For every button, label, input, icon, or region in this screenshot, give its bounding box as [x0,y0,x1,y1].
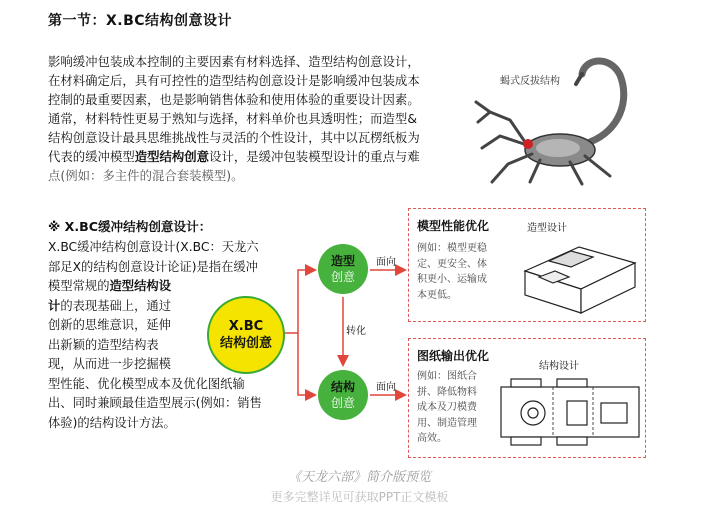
intro-line: 代表的缓冲模型造型结构创意设计，是缓冲包装模型设计的重点与难 [48,149,420,164]
desc-line: 现，从而进一步挖掘模 [48,357,171,371]
xbc-heading: ※ X.BC缓冲结构创意设计： [48,219,212,234]
box1-title: 模型性能优化 [417,219,490,233]
desc-line: 部足X的结构创意设计论证)是指在缓冲 [48,259,258,274]
intro-line: 通常，材料特性更易于熟知与选择，材料单价也具透明性；而造型& [48,111,417,126]
arrow-main-to-bottom [298,333,314,395]
desc-line: 模型常规的造型结构设 [48,279,171,293]
desc-line: 计的表现基础上，通过 [48,298,171,313]
box2-title: 图纸输出优化 [417,349,490,363]
desc-line: 体验)的结构设计方法。 [48,415,176,430]
photo-label: 蝎式反拔结构 [500,76,560,87]
arrow-label-top: 面向 [376,257,396,268]
intro-line: 控制的最重要因素，也是影响销售体验和使用体验的重要设计因素。 [48,92,420,107]
intro-line: 影响缓冲包装成本控制的主要因素有材料选择、造型结构创意设计， [48,54,420,69]
desc-line: X.BC缓冲结构创意设计(X.BC：天龙六 [48,240,259,254]
structure-creative-circle: 结构 创意 [318,370,368,420]
shape-creative-circle: 造型 创意 [318,244,368,294]
shape-design-figure [519,233,641,317]
desc-line: 出、同时兼顾最佳造型展示(例如：销售 [48,396,262,410]
section-title: 第一节：X.BC结构创意设计 [48,13,233,29]
intro-line: 在材料确定后，具有可控性的造型结构创意设计是影响缓冲包装成本 [48,73,420,88]
box2-text: 例如：图纸合 拼、降低物料 成本及刀模费 用、制造管理 高效。 [417,371,477,444]
desc-line: 出新颖的造型结构表 [48,337,159,352]
desc-line: 创新的思维意识，延伸 [48,318,171,332]
desc-line: 型性能、优化模型成本及优化图纸输 [48,376,245,391]
drawing-output-box [408,338,646,458]
arrow-label-bottom: 面向 [376,382,396,393]
structure-design-figure [497,373,643,453]
intro-line: 结构创意设计最具思维挑战性与灵活的个性设计，其中以瓦楞纸板为 [48,130,420,145]
box1-figure-label: 造型设计 [527,223,567,234]
transform-label: 转化 [346,326,366,337]
scorpion-robot-image [470,50,645,190]
footer-note: 更多完整详见可获取PPT正文模板 [270,490,449,504]
box1-text: 例如：模型更稳 定、更安全、体 积更小、运输成 本更低。 [417,243,487,301]
intro-line: 点(例如：多主件的混合套装模型)。 [48,168,244,183]
xbc-structure-circle: X.BC 结构创意 [207,296,285,374]
intro-paragraph [48,52,453,185]
footer-title: 《天龙六部》简介版预览 [287,470,431,485]
box2-figure-label: 结构设计 [539,361,579,372]
model-performance-box [408,208,646,322]
